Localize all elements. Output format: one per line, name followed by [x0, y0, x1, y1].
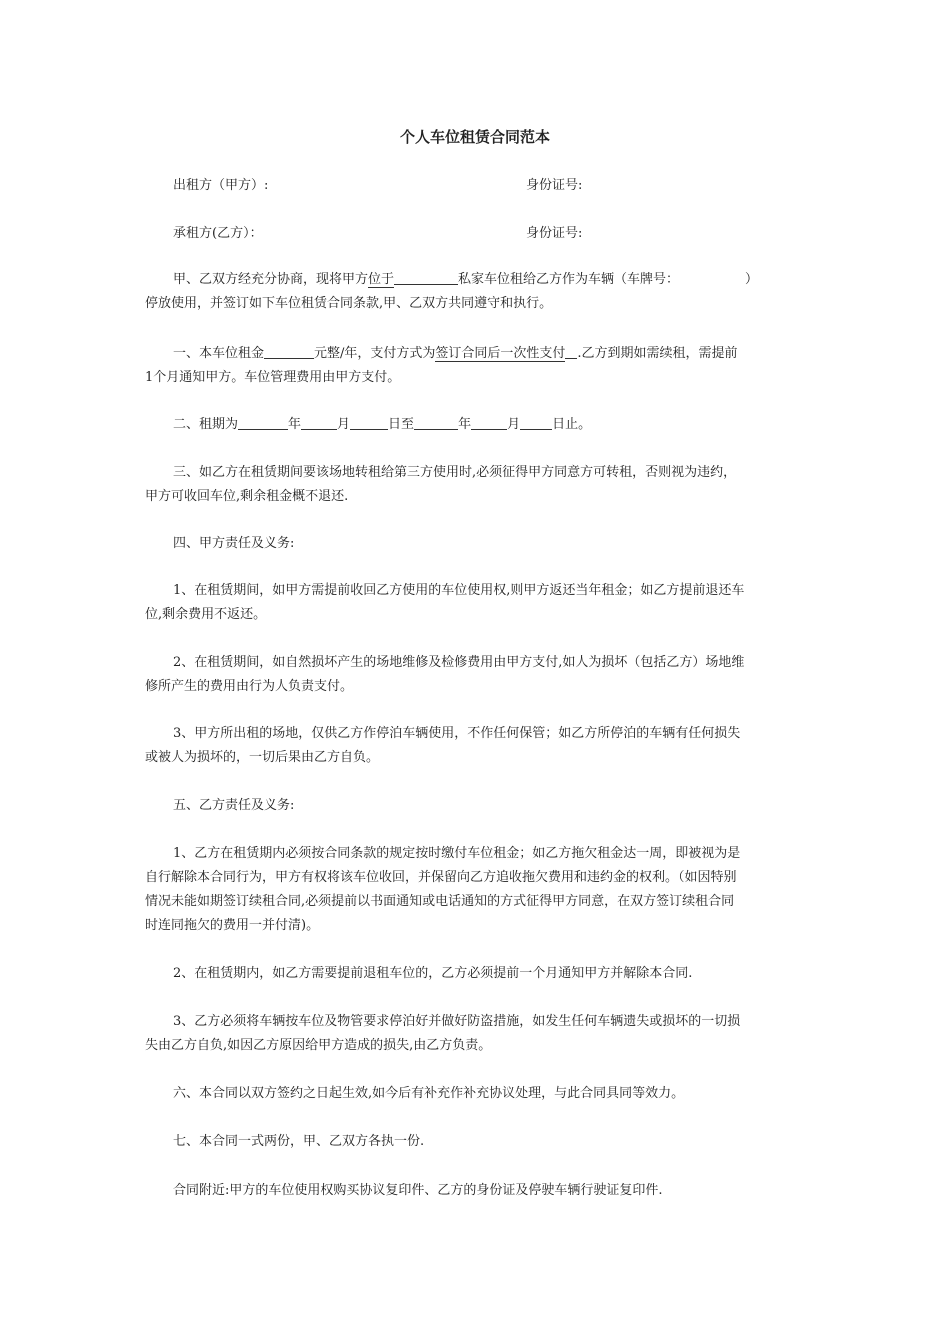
article-4-item-3: 3、甲方所出租的场地，仅供乙方作停泊车辆使用，不作任何保管；如乙方所停泊的车辆有任何损失 或被人为损坏的，一切后果由乙方自负。 [145, 726, 741, 765]
article-3 [145, 461, 807, 509]
article-5-item-3: 3、乙方必须将车辆按车位及物管要求停泊好并做好防盗措施，如发生任何车辆遗失或损坏的一切损 失由乙方自负,如因乙方原因给甲方造成的损失,由乙方负责。 [145, 1014, 741, 1053]
intro-line-1: 甲、乙双方经充分协商，现将甲方位于 私家车位租给乙方作为车辆（车牌号： ） [173, 272, 759, 287]
article-4-heading: 四、甲方责任及义务: [173, 536, 295, 551]
article-5-item-2: 2、在租赁期内，如乙方需要提前退租车位的，乙方必须提前一个月通知甲方并解除本合同. [173, 966, 693, 981]
intro-line-2: 停放使用，并签订如下车位租赁合同条款,甲、乙双方共同遵守和执行。 [145, 296, 553, 311]
party-a-id-label: 身份证号: [526, 178, 583, 193]
attachment-note: 合同附近:甲方的车位使用权购买协议复印件、乙方的身份证及停驶车辆行驶证复印件. [173, 1183, 663, 1198]
article-6: 六、本合同以双方签约之日起生效,如今后有补充作补充协议处理，与此合同具同等效力。 [173, 1086, 685, 1101]
article-3-line-1: 三、如乙方在租赁期间要该场地转租给第三方使用时,必须征得甲方同意方可转租，否则视为违约， [173, 465, 737, 480]
article-2-line-1: 二、租期为 年 月 日至 年 月 日止。 [173, 417, 592, 432]
end-day-blank [520, 415, 552, 430]
start-day-blank [350, 415, 388, 430]
rent-amount-blank [264, 344, 314, 359]
start-year-blank [238, 415, 288, 430]
article-2 [145, 413, 807, 437]
article-5-item-1: 1、乙方在租赁期内必须按合同条款的规定按时缴付车位租金；如乙方拖欠租金达一周，即被视为是 自行解除本合同行为，甲方有权将该车位收回，并保留向乙方追收拖欠费用和违约金的权利。（如因特别 情况未能如期签订续租合同,必须提前以书面通知或电话通知的方式征得甲方同意，在双方签订续租合同 时连同拖欠的费用一并付清)。 [145, 846, 741, 933]
location-blank [394, 270, 458, 285]
article-7: 七、本合同一式两份，甲、乙双方各执一份. [173, 1134, 425, 1149]
article-4-item-1: 1、在租赁期间，如甲方需提前收回乙方使用的车位使用权,则甲方返还当年租金；如乙方提前退还车 位,剩余费用不返还。 [145, 583, 745, 622]
intro-paragraph [145, 268, 807, 316]
start-month-blank [301, 415, 337, 430]
article-1-line-2: 1个月通知甲方。车位管理费用由甲方支付。 [145, 370, 401, 385]
end-month-blank [471, 415, 507, 430]
article-1 [145, 342, 807, 390]
party-b-row [173, 222, 833, 246]
party-a-label: 出租方（甲方）: [173, 178, 269, 193]
party-b-label: 承租方(乙方）： [173, 226, 263, 241]
article-1-line-1: 一、本车位租金 元整/年，支付方式为签订合同后一次性支付 .乙方到期如需续租，需提前 [173, 346, 738, 361]
article-3-line-2: 甲方可收回车位,剩余租金概不退还. [145, 489, 349, 504]
payment-method-field: 签订合同后一次性支付 [435, 346, 566, 361]
article-4-item-2: 2、在租赁期间，如自然损坏产生的场地维修及检修费用由甲方支付,如人为损坏（包括乙方）场地维 修所产生的费用由行为人负责支付。 [145, 655, 745, 694]
party-b-id-label: 身份证号: [526, 226, 583, 241]
location-field: 位于 [368, 272, 395, 287]
article-5-heading: 五、乙方责任及义务: [173, 798, 295, 813]
party-a-row [173, 174, 833, 198]
document-title: 个人车位租赁合同范本 [399, 128, 550, 146]
end-year-blank [414, 415, 458, 430]
